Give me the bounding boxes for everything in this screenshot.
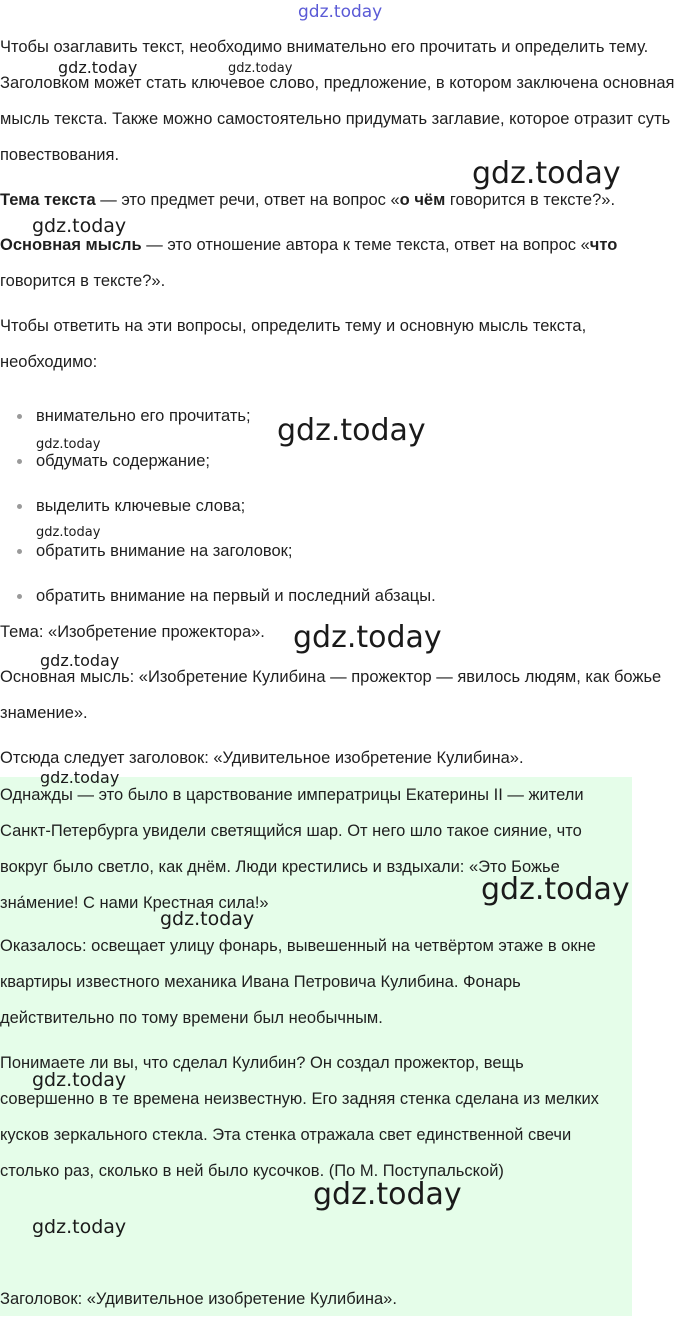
watermark: gdz.today	[32, 215, 127, 237]
watermark: gdz.today	[36, 525, 101, 540]
watermark: gdz.today	[313, 1177, 462, 1212]
story-paragraph-2: Оказалось: освещает улицу фонарь, вывешенный на четвёртом этаже в окне квартиры известного механика Ивана Петровича Кулибина. Фонарь действительно по тому времени был необычным.	[0, 937, 596, 1027]
watermark: gdz.today	[277, 413, 426, 448]
idea-bold-a: что	[589, 236, 618, 254]
watermark: gdz.today	[160, 908, 255, 930]
theme-text-b: говорится в тексте?».	[445, 191, 616, 209]
watermark: gdz.today	[36, 437, 101, 452]
intro-paragraph: Чтобы озаглавить текст, необходимо внимательно его прочитать и определить тему. Заголовком может стать ключевое слово, предложение, в котором заключена основная мысль текста. Также можно самостоятельно придумать заглавие, которое отразит суть повествования.	[0, 38, 675, 164]
list-item: обратить внимание на заголовок;	[0, 533, 600, 578]
bullet-icon	[17, 459, 22, 464]
story-paragraph-1: Однажды — это было в царствование императрицы Екатерины II — жители Санкт-Петербурга увидели светящийся шар. От него шло такое сияние, что вокруг было светло, как днём. Люди крестились и вздыхали: «Это Божье зна́мение! С нами Крестная сила!»	[0, 786, 584, 912]
watermark: gdz.today	[472, 156, 621, 191]
watermark: gdz.today	[40, 651, 120, 670]
bullet-icon	[17, 414, 22, 419]
watermark: gdz.today	[32, 1069, 127, 1091]
bullet-icon	[17, 594, 22, 599]
watermark: gdz.today	[298, 2, 383, 22]
list-item: внимательно его прочитать;	[0, 398, 600, 443]
watermark: gdz.today	[293, 620, 442, 655]
idea-term: Основная мысль	[0, 236, 142, 254]
theme-term: Тема текста	[0, 191, 96, 209]
steps-intro: Чтобы ответить на эти вопросы, определить тему и основную мысль текста, необходимо:	[0, 317, 587, 371]
title-conclusion: Отсюда следует заголовок: «Удивительное изобретение Кулибина».	[0, 749, 524, 767]
theme-answer: Тема: «Изобретение прожектора».	[0, 623, 265, 641]
watermark: gdz.today	[228, 61, 293, 76]
bullet-icon	[17, 504, 22, 509]
list-item: выделить ключевые слова;	[0, 488, 600, 533]
theme-text-a: — это предмет речи, ответ на вопрос «	[95, 191, 400, 209]
idea-text-b: говорится в тексте?».	[0, 272, 166, 290]
idea-answer: Основная мысль: «Изобретение Кулибина — прожектор — явилось людям, как божье знамение».	[0, 668, 662, 722]
theme-bold-a: о чём	[399, 191, 446, 209]
watermark: gdz.today	[32, 1216, 127, 1238]
story-answer: Заголовок: «Удивительное изобретение Кулибина».	[0, 1290, 397, 1308]
idea-definition	[0, 227, 672, 299]
bullet-icon	[17, 549, 22, 554]
watermark: gdz.today	[481, 872, 630, 907]
story-paragraph-3: Понимаете ли вы, что сделал Кулибин? Он создал прожектор, вещь совершенно в те времена неизвестную. Его задняя стенка сделана из мелких кусков зеркального стекла. Эта стенка отражала свет единственной свечи столько раз, сколько в ней было кусочков. (По М. Поступальской)	[0, 1054, 599, 1180]
watermark: gdz.today	[58, 58, 138, 77]
list-item: обдумать содержание;	[0, 443, 600, 488]
idea-text-a: — это отношение автора к теме текста, ответ на вопрос «	[141, 236, 590, 254]
watermark: gdz.today	[40, 768, 120, 787]
list-item: обратить внимание на первый и последний абзацы.	[0, 578, 600, 623]
